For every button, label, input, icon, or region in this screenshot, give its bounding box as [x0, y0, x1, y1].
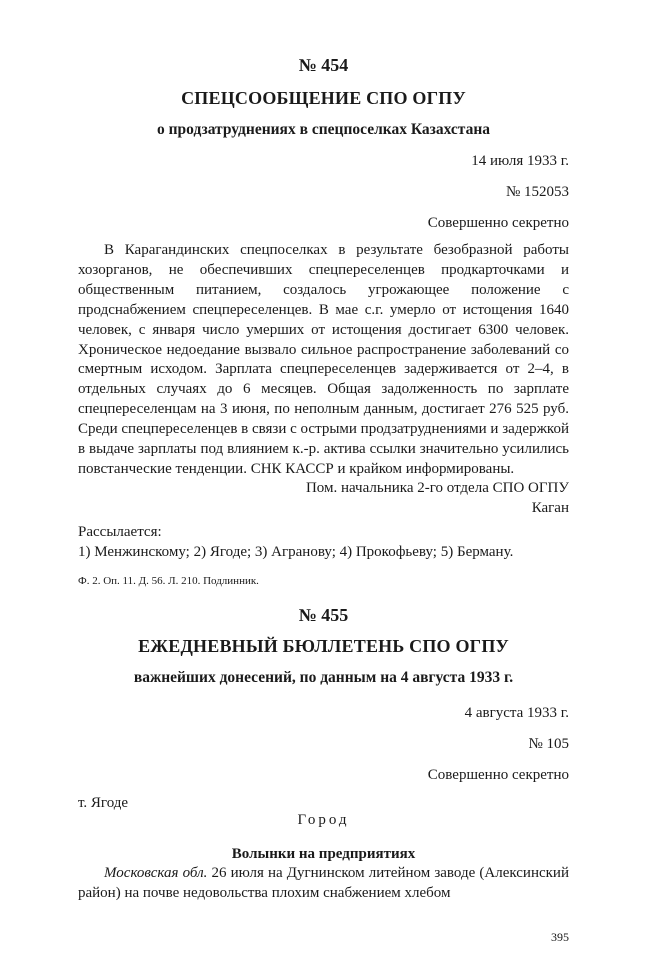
signature-name: Каган — [531, 500, 569, 516]
subsection-heading: Волынки на предприятиях — [231, 846, 416, 862]
signature-position: Пом. начальника 2-го отдела СПО ОГПУ — [305, 480, 569, 496]
addressee: т. Ягоде — [78, 795, 129, 811]
document-number: № 455 — [298, 605, 349, 625]
document-date: 4 августа 1933 г. — [464, 705, 569, 721]
distribution-label: Рассылается: — [78, 524, 162, 540]
document-title: ЕЖЕДНЕВНЫЙ БЮЛЛЕТЕНЬ СПО ОГПУ — [138, 636, 509, 656]
body-paragraph: В Карагандинских спецпоселках в результате безобразной работы хозорганов, не обеспечивших спецпереселенцев продкарточками и общественным питанием, создалось угрожающее положение с продснабжением спецпереселенцев. В мае с.г. умерло от истощения 1640 человек, с января число умерших от истощения достигает 6300 человек. Хроническое недоедание вызвало сильное распространение заболеваний со смертным исходом. Зарплата спецпереселенцев задерживается от 2–4, в отдельных случаях до 6 месяцев. Общая задолженность по зарплате спецпереселенцам на 3 июня, по неполным данным, достигает 276 525 руб. Среди спецпереселенцев в связи с острыми продзатруднениями и задержкой в выдаче зарплаты под влиянием к.-р. актива ссылки значительно усилились повстанческие тенденции. СНК КАССР и крайком информированы. — [78, 242, 569, 477]
document-subtitle: важнейших донесений, по данным на 4 августа 1933 г. — [133, 669, 514, 686]
body-text: 26 июля на Дугнинском литейном заводе (Алексинский район) на почве недовольства плохим снабжением хлебом — [78, 865, 569, 901]
distribution-list: 1) Менжинскому; 2) Ягоде; 3) Агранову; 4) Прокофьеву; 5) Берману. — [78, 544, 514, 560]
page-number: 395 — [551, 930, 569, 944]
document-number: № 454 — [298, 55, 349, 75]
section-heading: Город — [297, 812, 350, 828]
archive-note: Ф. 2. Оп. 11. Д. 56. Л. 210. Подлинник. — [78, 575, 259, 587]
document-ref: № 105 — [528, 736, 569, 752]
secrecy-label: Совершенно секретно — [427, 215, 569, 231]
document-date: 14 июля 1933 г. — [471, 153, 569, 169]
body-paragraph — [78, 864, 569, 904]
document-title: СПЕЦСООБЩЕНИЕ СПО ОГПУ — [181, 88, 466, 108]
secrecy-label: Совершенно секретно — [427, 767, 569, 783]
region-name: Московская обл. — [104, 865, 208, 881]
document-subtitle: о продзатруднениях в спецпоселках Казахстана — [156, 121, 491, 138]
document-ref: № 152053 — [505, 184, 569, 200]
